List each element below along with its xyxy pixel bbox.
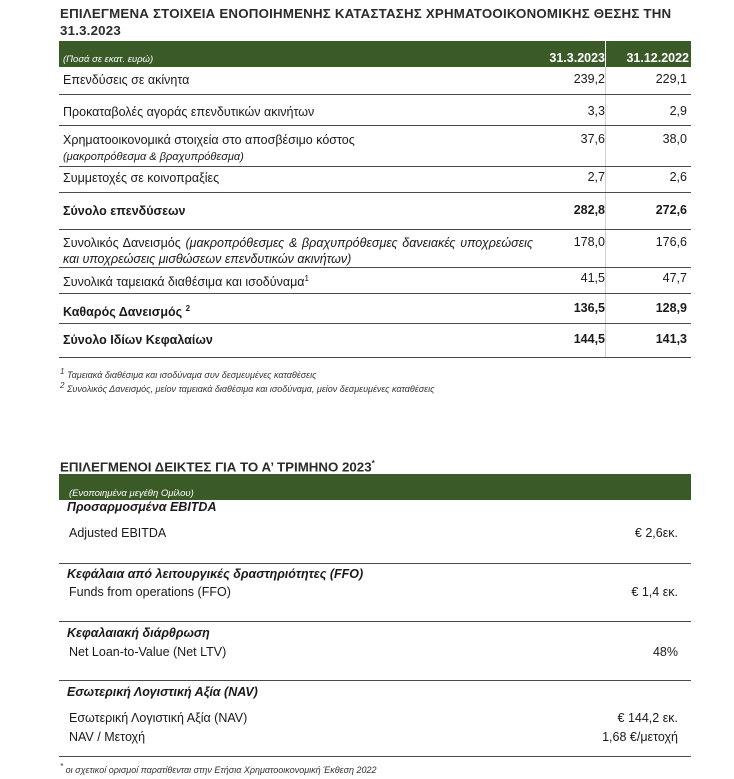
list-item: Εσωτερική Λογιστική Αξία (NAV) € 144,2 εκ. <box>69 711 678 725</box>
row-label: Συνολικός Δανεισμός (μακροπρόθεσμες & βραχυπρόθεσμες δανειακές υποχρεώσεις και υποχρεώσεις μισθώσεων επενδυτικών ακινήτων) <box>63 236 533 266</box>
row-value-2023: 3,3 <box>587 104 605 118</box>
section-ffo <box>59 567 691 604</box>
list-item: Funds from operations (FFO) € 1,4 εκ. <box>69 585 678 599</box>
table2-unit: (Ενοποιημένα μεγέθη Ομίλου) <box>69 488 194 499</box>
row-value-2023: 282,8 <box>573 203 605 217</box>
row-value-2023: 239,2 <box>573 72 605 86</box>
table1-header <box>59 41 691 67</box>
section-capital-structure <box>59 626 691 664</box>
table-row-total-equity <box>59 324 691 358</box>
row-label: Συνολικά ταμειακά διαθέσιμα και ισοδύναμα$^1$ <box>63 274 309 290</box>
row-label: Καθαρός Δανεισμός $^2$ <box>63 304 191 320</box>
row-value-2022: 2,6 <box>669 170 687 184</box>
column-header-31-12-2022: 31.12.2022 <box>626 51 689 65</box>
section-heading: Εσωτερική Λογιστική Αξία (NAV) <box>67 685 258 699</box>
footnote-2: $^2$ Συνολικός Δανεισμός, μείον ταμειακά διαθέσιμα και ισοδύναμα, μείον δεσμευμένες καταθέσεις <box>60 381 435 394</box>
row-value-2022: 176,6 <box>655 235 687 249</box>
row-value-2022: 47,7 <box>662 271 687 285</box>
row-value-2023: 144,5 <box>573 332 605 346</box>
row-value-2022: 2,9 <box>669 104 687 118</box>
row-label: Σύνολο Ιδίων Κεφαλαίων <box>63 333 213 347</box>
table1-title: ΕΠΙΛΕΓΜΕΝΑ ΣΤΟΙΧΕΙΑ ΕΝΟΠΟΙΗΜΕΝΗΣ ΚΑΤΑΣΤΑΣΗΣ ΧΡΗΜΑΤΟΟΙΚΟΝΟΜΙΚΗΣ ΘΕΣΗΣ ΤΗΝ 31.3.2023 <box>60 6 672 38</box>
section-heading: Κεφάλαια από λειτουργικές δραστηριότητες (FFO) <box>67 567 364 581</box>
list-item: Net Loan-to-Value (Net LTV) 48% <box>69 645 678 659</box>
table1-unit: (Ποσά σε εκατ. ευρώ) <box>63 54 154 65</box>
footnote-asterisk: * οι σχετικοί ορισμοί παρατίθενται στην Ετήσια Χρηματοοικονομική Έκθεση 2022 <box>60 762 377 775</box>
table-row-net-debt <box>59 294 691 324</box>
section-heading: Προσαρμοσμένα EBITDA <box>67 500 217 514</box>
section-heading: Κεφαλαιακή διάρθρωση <box>67 626 210 640</box>
row-label: Σύνολο επενδύσεων <box>63 204 186 218</box>
row-value-2022: 128,9 <box>655 301 687 315</box>
table-row <box>59 67 691 95</box>
row-value-2023: 37,6 <box>580 132 605 146</box>
row-value-2023: 136,5 <box>573 301 605 315</box>
table-row <box>59 230 691 268</box>
row-value-2022: 141,3 <box>655 332 687 346</box>
row-value-2022: 272,6 <box>655 203 687 217</box>
row-value-2023: 178,0 <box>573 235 605 249</box>
row-label: Επενδύσεις σε ακίνητα <box>63 73 190 87</box>
list-item: NAV / Μετοχή 1,68 €/μετοχή <box>69 730 678 744</box>
row-label: Χρηματοοικονομικά στοιχεία στο αποσβέσιμο κόστος (μακροπρόθεσμα & βραχυπρόθεσμα) <box>63 133 355 163</box>
row-value-2023: 2,7 <box>587 170 605 184</box>
table2-title: ΕΠΙΛΕΓΜΕΝΟΙ ΔΕΙΚΤΕΣ ΓΙΑ ΤΟ Α’ ΤΡΙΜΗΝΟ 2023* <box>60 459 375 475</box>
row-value-2022: 229,1 <box>655 72 687 86</box>
footnote-1: $^1$ Ταμειακά διαθέσιμα και ισοδύναμα συν δεσμευμένες καταθέσεις <box>60 367 317 380</box>
table-row-total-investments <box>59 193 691 230</box>
list-item: Adjusted EBITDA € 2,6εκ. <box>69 526 678 540</box>
row-value-2022: 38,0 <box>662 132 687 146</box>
financial-position-table <box>59 41 691 358</box>
row-label: Συμμετοχές σε κοινοπραξίες <box>63 171 220 185</box>
indicators-table <box>59 474 691 500</box>
table-row <box>59 95 691 126</box>
table-row <box>59 126 691 167</box>
table-row <box>59 167 691 193</box>
row-label: Προκαταβολές αγοράς επενδυτικών ακινήτων <box>63 105 315 119</box>
table-row <box>59 268 691 294</box>
table2-header <box>59 474 691 500</box>
row-value-2023: 41,5 <box>580 271 605 285</box>
section-ebitda <box>59 500 691 545</box>
section-nav <box>59 685 691 747</box>
column-header-31-3-2023: 31.3.2023 <box>549 51 605 65</box>
